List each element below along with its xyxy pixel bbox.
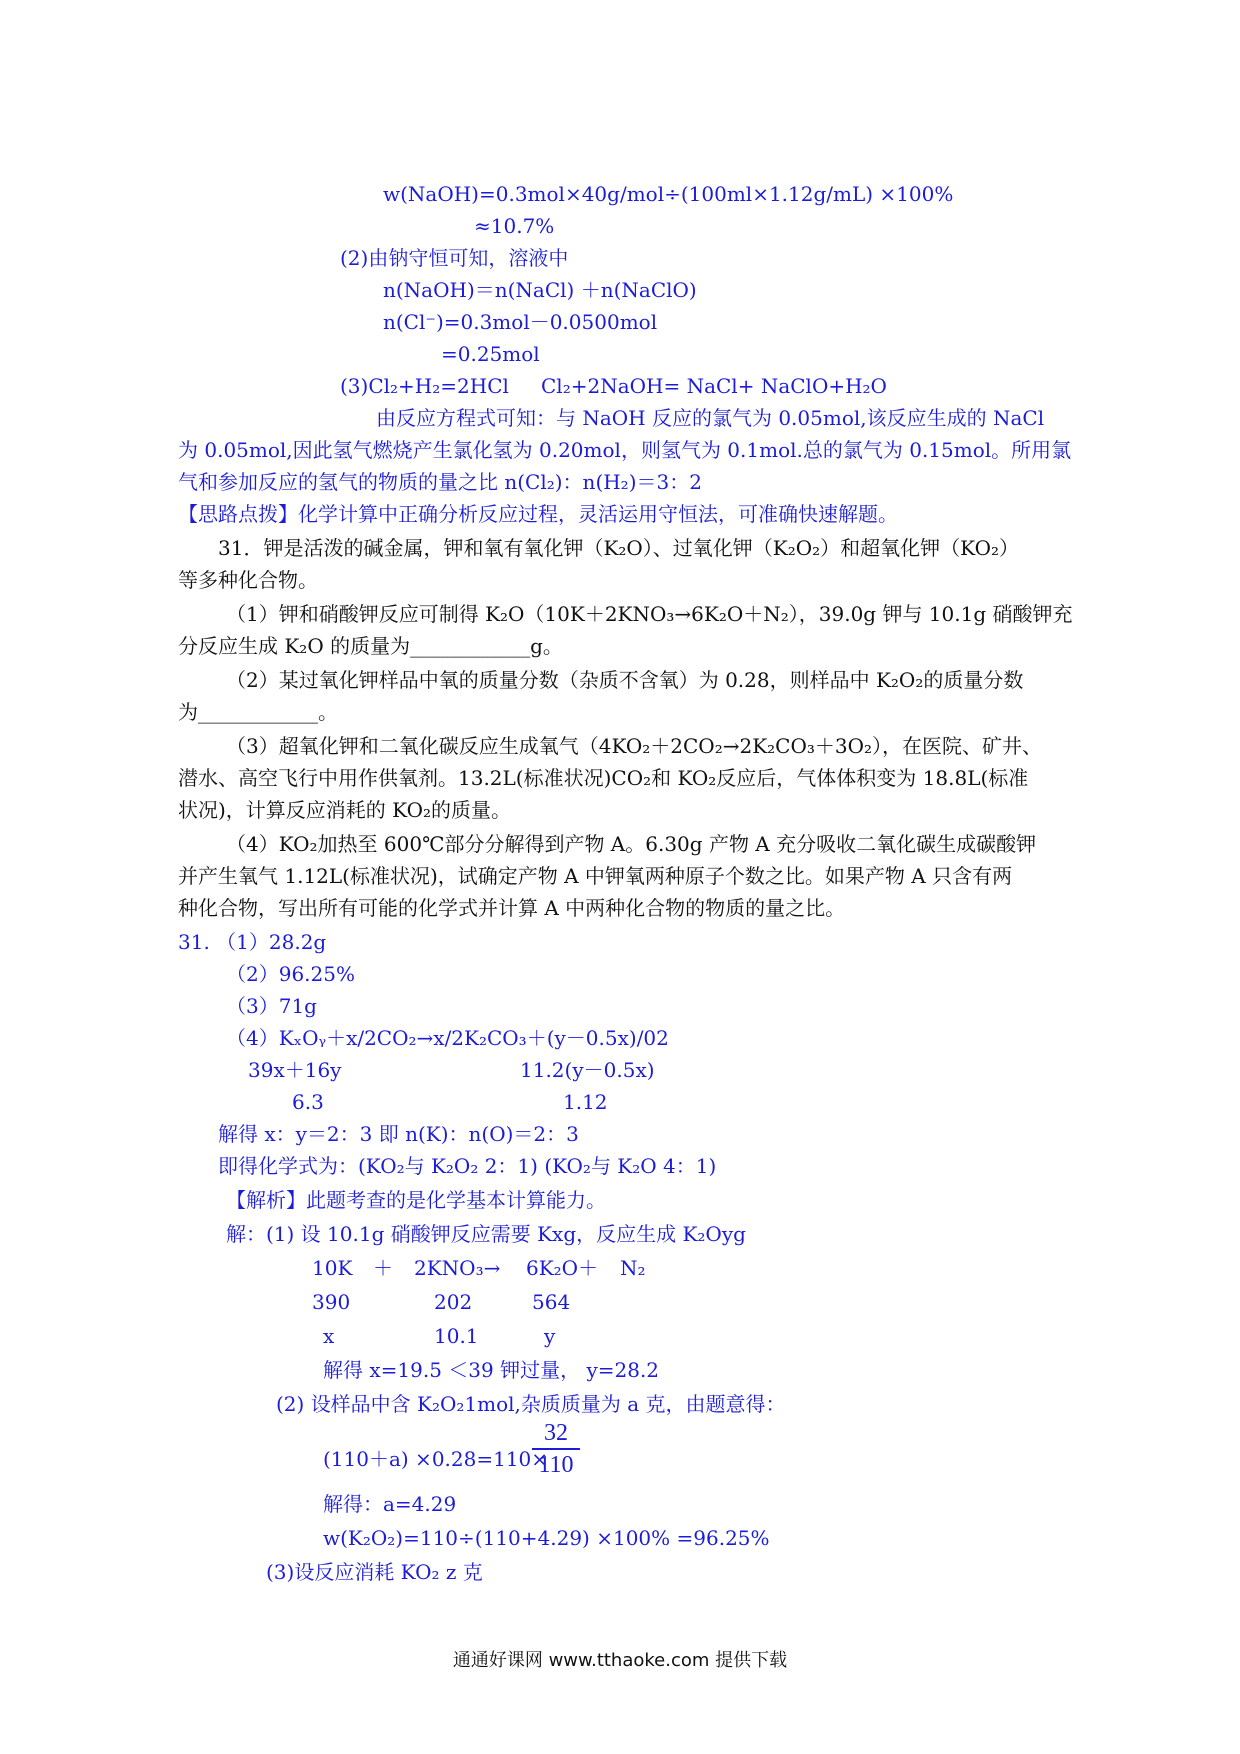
answer-31-4-left-mass: 39x＋16y bbox=[248, 1058, 342, 1082]
question-31-part-3c: 状况)，计算反应消耗的 KO₂的质量。 bbox=[178, 798, 511, 822]
answer-31-4-right-value: 1.12 bbox=[563, 1090, 608, 1114]
question-31-part-2b: 为____________。 bbox=[178, 700, 338, 724]
molar-mass-kno3: 202 bbox=[434, 1290, 473, 1314]
eq-term-k2o: 6K₂O＋ bbox=[526, 1256, 599, 1280]
answer-3-equation-1: (3)Cl₂+H₂=2HCl bbox=[340, 374, 509, 398]
question-31-part-3b: 潜水、高空飞行中用作供氧剂。13.2L(标准状况)CO₂和 KO₂反应后，气体体积变为 18.8L(标准 bbox=[178, 766, 1029, 790]
mass-fraction-formula: w(NaOH)=0.3mol×40g/mol÷(100ml×1.12g/mL) ×100% bbox=[383, 182, 954, 206]
solution-2-mass-fraction: w(K₂O₂)=110÷(110+4.29) ×100% =96.25% bbox=[323, 1526, 770, 1550]
fraction-numerator: 32 bbox=[532, 1418, 580, 1450]
eq-term-plus: ＋ bbox=[373, 1256, 393, 1280]
solution-2-equation: (110＋a) ×0.28=110× bbox=[323, 1447, 549, 1471]
question-31-part-2a: （2）某过氧化钾样品中氧的质量分数（杂质不含氧）为 0.28，则样品中 K₂O₂的质量分数 bbox=[226, 668, 1024, 692]
eq-term-kno3: 2KNO₃→ bbox=[414, 1256, 501, 1280]
question-31-part-4a: （4）KO₂加热至 600℃部分分解得到产物 A。6.30g 产物 A 充分吸收二氧化碳生成碳酸钾 bbox=[226, 832, 1037, 856]
question-31-part-1a: （1）钾和硝酸钾反应可制得 K₂O（10K＋2KNO₃→6K₂O＋N₂），39.0g 钾与 10.1g 硝酸钾充 bbox=[226, 602, 1073, 626]
solution-1-result: 解得 x=19.5 ＜39 钾过量， y=28.2 bbox=[323, 1358, 660, 1382]
answer-31-4-formulas: 即得化学式为：(KO₂与 K₂O₂ 2：1) (KO₂与 K₂O 4：1) bbox=[218, 1154, 717, 1178]
answer-31-3: （3）71g bbox=[226, 994, 317, 1018]
solution-2-result: 解得：a=4.29 bbox=[323, 1492, 457, 1516]
question-31-part-1b: 分反应生成 K₂O 的质量为____________g。 bbox=[178, 634, 563, 658]
answer-31-4-right-volume: 11.2(y－0.5x) bbox=[520, 1058, 655, 1082]
page-footer: 通通好课网 www.tthaoke.com 提供下载 bbox=[452, 1650, 788, 1671]
mass-fraction-result: ≈10.7% bbox=[474, 214, 555, 238]
answer-31-1: 31. （1）28.2g bbox=[178, 930, 327, 954]
analysis-heading: 【解析】此题考查的是化学基本计算能力。 bbox=[226, 1188, 606, 1212]
chloride-result: =0.25mol bbox=[441, 342, 540, 366]
answer-3-explanation-2: 为 0.05mol,因此氢气燃烧产生氯化氢为 0.20mol，则氢气为 0.1mol.总的氯气为 0.15mol。所用氯 bbox=[178, 438, 1072, 462]
unknown-y: y bbox=[544, 1324, 556, 1348]
question-31-stem-2: 等多种化合物。 bbox=[178, 568, 318, 592]
thinking-hint: 【思路点拨】化学计算中正确分析反应过程，灵活运用守恒法，可准确快速解题。 bbox=[178, 502, 898, 526]
solution-2-setup: (2) 设样品中含 K₂O₂1mol,杂质质量为 a 克，由题意得： bbox=[276, 1392, 786, 1416]
fraction-denominator: 110 bbox=[538, 1452, 574, 1478]
sodium-conservation: n(NaOH)＝n(NaCl) ＋n(NaClO) bbox=[383, 278, 697, 302]
given-mass: 10.1 bbox=[434, 1324, 479, 1348]
question-31-part-4b: 并产生氧气 1.12L(标准状况)，试确定产物 A 中钾氧两种原子个数之比。如果产物 A 只含有两 bbox=[178, 864, 1013, 888]
molar-mass-k: 390 bbox=[312, 1290, 351, 1314]
answer-31-2: （2）96.25% bbox=[226, 962, 355, 986]
answer-31-4-equation: （4）KₓOᵧ＋x/2CO₂→x/2K₂CO₃＋(y－0.5x)/02 bbox=[226, 1026, 669, 1050]
solution-3-setup: (3)设反应消耗 KO₂ z 克 bbox=[266, 1560, 483, 1584]
molar-mass-k2o: 564 bbox=[532, 1290, 571, 1314]
fraction-32-over-110 bbox=[532, 1418, 580, 1480]
unknown-x: x bbox=[323, 1324, 335, 1348]
answer-31-4-left-value: 6.3 bbox=[292, 1090, 324, 1114]
eq-term-n2: N₂ bbox=[620, 1256, 646, 1280]
chloride-amount: n(Cl⁻)=0.3mol－0.0500mol bbox=[383, 310, 658, 334]
eq-term-10k: 10K bbox=[312, 1256, 353, 1280]
answer-2-intro: (2)由钠守恒可知，溶液中 bbox=[340, 246, 569, 270]
answer-31-4-ratio: 解得 x：y＝2：3 即 n(K)：n(O)＝2：3 bbox=[218, 1122, 579, 1146]
solution-1-setup: 解：(1) 设 10.1g 硝酸钾反应需要 Kxg，反应生成 K₂Oyg bbox=[226, 1222, 746, 1246]
question-31-part-3a: （3）超氧化钾和二氧化碳反应生成氧气（4KO₂＋2CO₂→2K₂CO₃＋3O₂），在医院、矿井、 bbox=[226, 734, 1043, 758]
answer-3-equation-2: Cl₂+2NaOH= NaCl+ NaClO+H₂O bbox=[541, 374, 887, 398]
answer-3-ratio: 气和参加反应的氢气的物质的量之比 n(Cl₂)：n(H₂)＝3：2 bbox=[178, 470, 702, 494]
question-31-part-4c: 种化合物，写出所有可能的化学式并计算 A 中两种化合物的物质的量之比。 bbox=[178, 896, 846, 920]
answer-3-explanation-1: 由反应方程式可知：与 NaOH 反应的氯气为 0.05mol,该反应生成的 NaCl bbox=[376, 406, 1045, 430]
question-31-stem-1: 31．钾是活泼的碱金属，钾和氧有氧化钾（K₂O）、过氧化钾（K₂O₂）和超氧化钾（KO₂） bbox=[218, 536, 1019, 560]
